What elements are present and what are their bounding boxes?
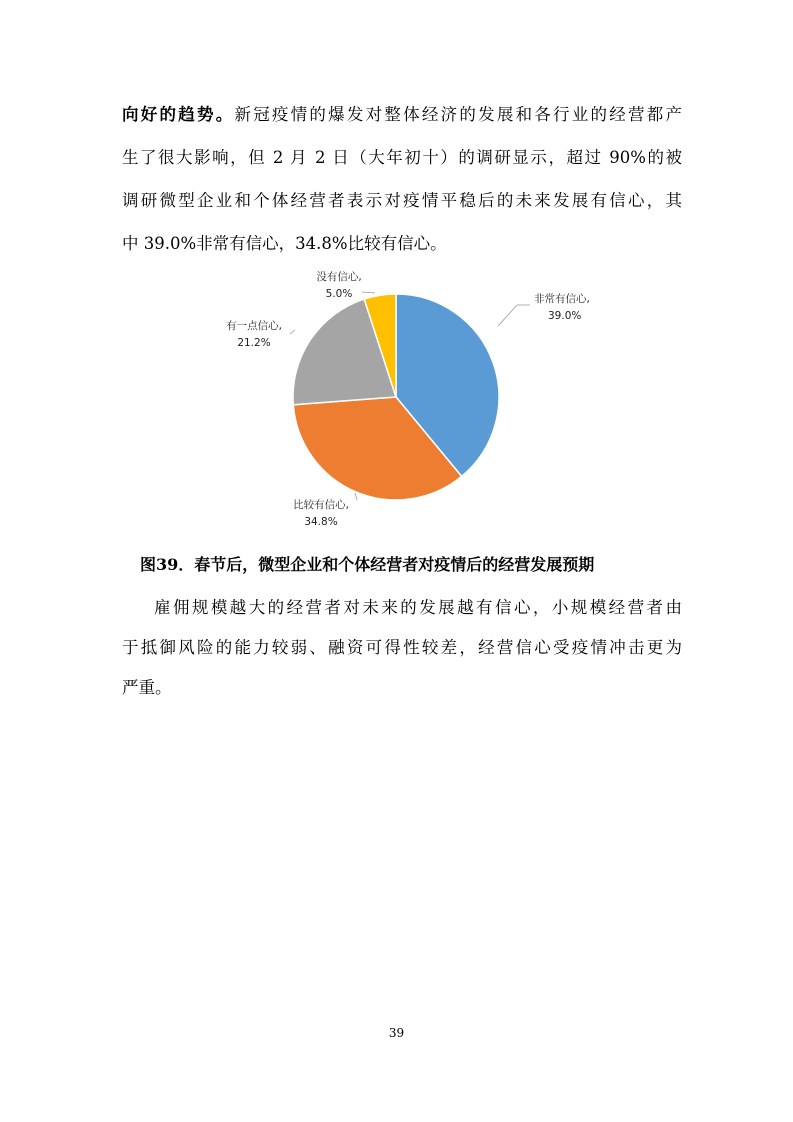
slice-value-0: 39.0% <box>548 310 582 322</box>
slice-label-3: 没有信心, <box>316 271 362 283</box>
paragraph-1-line-2: 生了很大影响，但 2 月 2 日（大年初十）的调研显示，超过 90%的被 <box>122 148 682 167</box>
page-number: 39 <box>388 1026 405 1040</box>
paragraph-2-line-2: 于抵御风险的能力较弱、融资可得性较差，经营信心受疫情冲击更为 <box>122 638 682 657</box>
paragraph-1-line-3: 调研微型企业和个体经营者表示对疫情平稳后的未来发展有信心，其 <box>122 191 682 210</box>
paragraph-2-line-1: 雇佣规模越大的经营者对未来的发展越有信心，小规模经营者由 <box>154 598 682 617</box>
bold-phrase: 向好的趋势。 <box>122 105 235 124</box>
leader-line-3 <box>362 292 375 293</box>
pie-chart <box>0 260 793 540</box>
leader-line-2 <box>290 330 295 334</box>
leader-line-1 <box>355 493 357 500</box>
slice-value-2: 21.2% <box>237 337 271 349</box>
line-text: 新冠疫情的爆发对整体经济的发展和各行业的经营都产 <box>234 105 683 124</box>
paragraph-1-line-1 <box>122 104 682 126</box>
slice-label-0: 非常有信心, <box>534 293 590 305</box>
slice-label-2: 有一点信心, <box>226 320 282 332</box>
slice-label-1: 比较有信心, <box>293 499 349 511</box>
figure-caption: 图39．春节后，微型企业和个体经营者对疫情后的经营发展预期 <box>140 555 595 574</box>
paragraph-1-line-4: 中 39.0%非常有信心，34.8%比较有信心。 <box>122 234 447 253</box>
paragraph-2-line-3: 严重。 <box>122 678 172 697</box>
slice-value-3: 5.0% <box>325 288 353 300</box>
leader-line-0 <box>498 305 530 326</box>
slice-value-1: 34.8% <box>304 516 338 528</box>
